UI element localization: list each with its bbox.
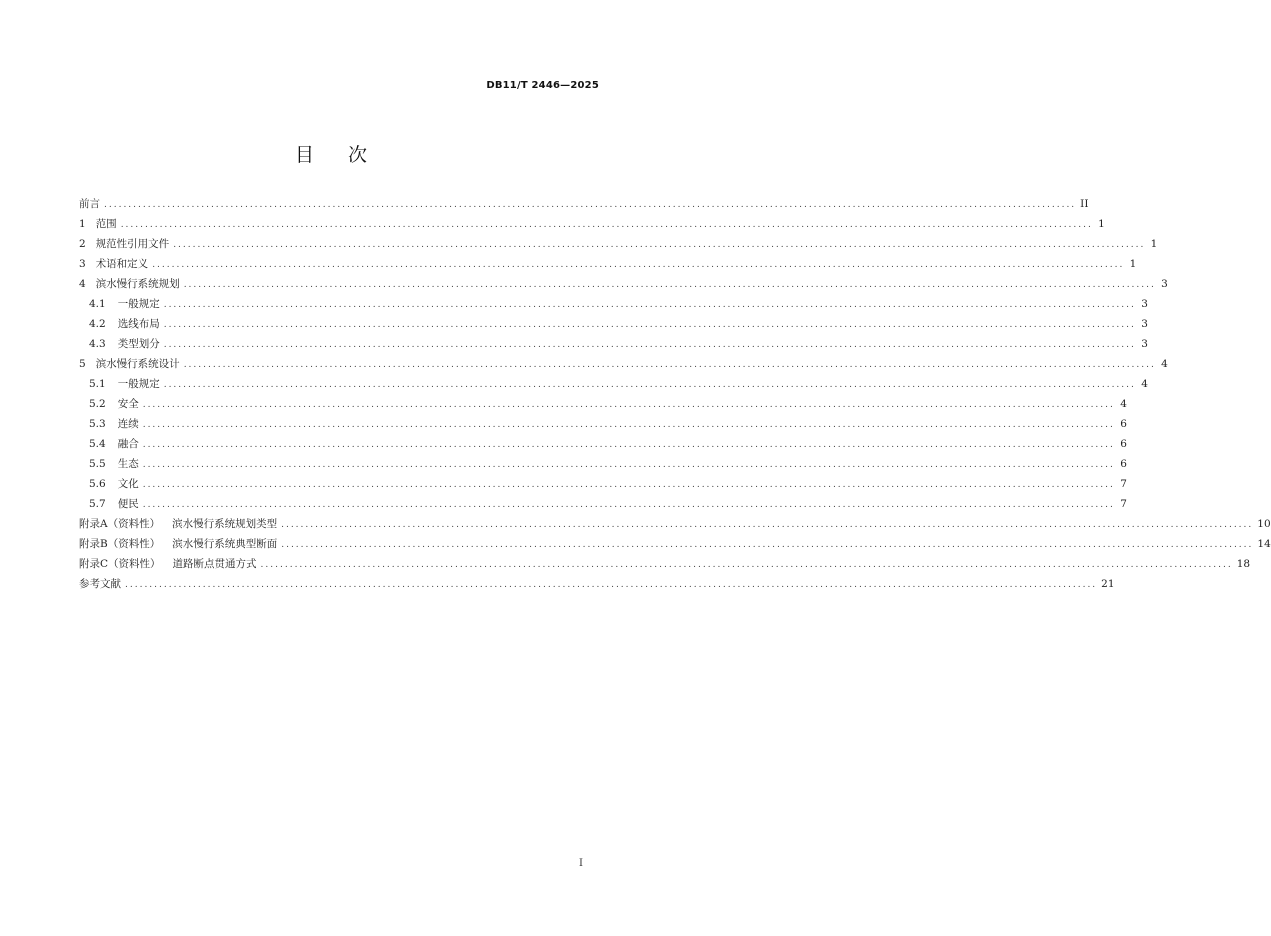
toc-entry-title: 生态 bbox=[117, 458, 139, 470]
toc-entry-title: 术语和定义 bbox=[95, 258, 149, 270]
toc-leader-dots: ........................................................................................................................................................................................................ bbox=[104, 200, 1077, 210]
page-number: I bbox=[579, 858, 583, 869]
toc-entry-label bbox=[89, 394, 139, 414]
toc-entry-title: 滨水慢行系统典型断面 bbox=[172, 538, 278, 550]
toc-entry-page: 7 bbox=[1120, 478, 1127, 490]
toc-entry-title: 类型划分 bbox=[117, 338, 160, 350]
toc-entry-number: 2 bbox=[79, 238, 86, 250]
toc-title bbox=[0, 140, 662, 167]
toc-entry-page: 6 bbox=[1120, 438, 1127, 450]
toc-entry-page: 1 bbox=[1150, 238, 1158, 250]
toc-entry-page: 4 bbox=[1141, 378, 1148, 390]
toc-entry-title: 文化 bbox=[117, 478, 139, 490]
toc-entry-number: 5.2 bbox=[89, 398, 106, 410]
toc-entry-number: 3 bbox=[79, 258, 86, 270]
toc-entry-number: 5.7 bbox=[89, 498, 106, 510]
toc-leader-dots: ........................................................................................................................................................................................................ bbox=[142, 460, 1115, 470]
toc-entry-label bbox=[89, 334, 160, 354]
toc-entry[interactable] bbox=[79, 574, 1115, 594]
toc-title-char-1: 目 bbox=[294, 144, 314, 166]
toc-entry-label bbox=[89, 434, 139, 454]
toc-entry-title: 道路断点贯通方式 bbox=[172, 558, 257, 570]
document-code: DB11/T 2446—2025 bbox=[486, 80, 599, 91]
toc-entry-label bbox=[79, 254, 148, 274]
toc-entry-title: 规范性引用文件 bbox=[95, 238, 170, 250]
toc-leader-dots: ........................................................................................................................................................................................................ bbox=[142, 440, 1115, 450]
toc-entry-label bbox=[89, 494, 139, 514]
toc-entry[interactable] bbox=[79, 354, 1168, 374]
toc-entry-page: 4 bbox=[1120, 398, 1127, 410]
toc-entry[interactable] bbox=[79, 194, 1089, 214]
toc-entry-number: 5.1 bbox=[89, 378, 106, 390]
toc-entry-label bbox=[89, 454, 139, 474]
toc-entry-page: 6 bbox=[1120, 418, 1127, 430]
toc-entry-page: II bbox=[1080, 198, 1089, 210]
toc-leader-dots: ........................................................................................................................................................................................................ bbox=[163, 320, 1136, 330]
toc-entry-page: 6 bbox=[1120, 458, 1127, 470]
toc-entry-page: 1 bbox=[1129, 258, 1137, 270]
toc-entry-page: 14 bbox=[1257, 538, 1271, 550]
table-of-contents bbox=[79, 194, 1271, 594]
toc-entry[interactable] bbox=[79, 534, 1271, 554]
toc-entry-label bbox=[89, 314, 160, 334]
toc-entry-label bbox=[79, 574, 121, 594]
toc-entry-number: 附录A（资料性） bbox=[79, 518, 161, 530]
toc-leader-dots: ........................................................................................................................................................................................................ bbox=[142, 420, 1115, 430]
toc-entry-label bbox=[89, 374, 160, 394]
toc-entry-label bbox=[79, 274, 180, 294]
toc-entry-label bbox=[79, 354, 180, 374]
toc-entry-title: 滨水慢行系统设计 bbox=[95, 358, 180, 370]
toc-entry[interactable] bbox=[79, 414, 1127, 434]
toc-entry-number: 4 bbox=[79, 278, 86, 290]
toc-entry[interactable] bbox=[79, 394, 1127, 414]
toc-leader-dots: ........................................................................................................................................................................................................ bbox=[142, 400, 1115, 410]
toc-leader-dots: ........................................................................................................................................................................................................ bbox=[260, 560, 1233, 570]
toc-entry-label bbox=[79, 234, 169, 254]
toc-entry-page: 3 bbox=[1161, 278, 1168, 290]
toc-entry-title: 滨水慢行系统规划 bbox=[95, 278, 180, 290]
toc-entry[interactable] bbox=[79, 514, 1271, 534]
toc-entry-title: 参考文献 bbox=[79, 578, 121, 590]
toc-entry-page: 18 bbox=[1236, 558, 1251, 570]
toc-entry[interactable] bbox=[79, 474, 1127, 494]
toc-entry-title: 一般规定 bbox=[117, 378, 160, 390]
toc-entry-title: 安全 bbox=[117, 398, 139, 410]
toc-leader-dots: ........................................................................................................................................................................................................ bbox=[173, 240, 1146, 250]
toc-entry-label bbox=[79, 554, 257, 574]
toc-entry-number: 4.3 bbox=[89, 338, 106, 350]
toc-entry-label bbox=[89, 414, 139, 434]
toc-entry-number: 5.5 bbox=[89, 458, 106, 470]
toc-entry-title: 选线布局 bbox=[117, 318, 160, 330]
toc-entry-title: 前言 bbox=[79, 198, 100, 210]
toc-leader-dots: ........................................................................................................................................................................................................ bbox=[125, 580, 1098, 590]
toc-entry[interactable] bbox=[79, 334, 1148, 354]
toc-entry-title: 便民 bbox=[117, 498, 139, 510]
toc-leader-dots: ........................................................................................................................................................................................................ bbox=[281, 520, 1254, 530]
toc-entry-title: 滨水慢行系统规划类型 bbox=[172, 518, 278, 530]
toc-entry[interactable] bbox=[79, 494, 1127, 514]
toc-entry[interactable] bbox=[79, 214, 1105, 234]
toc-entry-page: 1 bbox=[1098, 218, 1105, 230]
toc-entry[interactable] bbox=[79, 254, 1137, 274]
toc-entry-number: 1 bbox=[79, 218, 86, 230]
toc-entry[interactable] bbox=[79, 374, 1148, 394]
toc-title-char-2: 次 bbox=[348, 144, 368, 166]
toc-leader-dots: ........................................................................................................................................................................................................ bbox=[152, 260, 1125, 270]
toc-entry-number: 附录C（资料性） bbox=[79, 558, 161, 570]
toc-entry-page: 4 bbox=[1161, 358, 1168, 370]
toc-entry-number: 5.4 bbox=[89, 438, 106, 450]
toc-entry-page: 3 bbox=[1141, 318, 1148, 330]
toc-entry-page: 7 bbox=[1120, 498, 1127, 510]
toc-entry[interactable] bbox=[79, 234, 1158, 254]
toc-leader-dots: ........................................................................................................................................................................................................ bbox=[183, 360, 1156, 370]
toc-entry-label bbox=[79, 534, 277, 554]
toc-entry[interactable] bbox=[79, 554, 1251, 574]
toc-entry-title: 一般规定 bbox=[117, 298, 160, 310]
toc-entry-title: 范围 bbox=[95, 218, 117, 230]
toc-entry-number: 5.6 bbox=[89, 478, 106, 490]
toc-entry-title: 融合 bbox=[117, 438, 139, 450]
toc-entry-title: 连续 bbox=[117, 418, 139, 430]
toc-entry-page: 10 bbox=[1257, 518, 1271, 530]
toc-leader-dots: ........................................................................................................................................................................................................ bbox=[142, 500, 1115, 510]
toc-entry-number: 5.3 bbox=[89, 418, 106, 430]
toc-leader-dots: ........................................................................................................................................................................................................ bbox=[120, 220, 1093, 230]
toc-entry-number: 4.1 bbox=[89, 298, 106, 310]
toc-entry-number: 4.2 bbox=[89, 318, 106, 330]
toc-entry-label bbox=[79, 514, 277, 534]
toc-entry-number: 5 bbox=[79, 358, 86, 370]
toc-entry-page: 3 bbox=[1141, 298, 1148, 310]
toc-entry-page: 21 bbox=[1101, 578, 1115, 590]
toc-entry-label bbox=[79, 194, 100, 214]
toc-entry-number: 附录B（资料性） bbox=[79, 538, 161, 550]
toc-entry[interactable] bbox=[79, 274, 1168, 294]
toc-entry-label bbox=[79, 214, 117, 234]
toc-leader-dots: ........................................................................................................................................................................................................ bbox=[163, 340, 1136, 350]
toc-entry-label bbox=[89, 474, 139, 494]
toc-entry-label bbox=[89, 294, 160, 314]
toc-entry[interactable] bbox=[79, 434, 1127, 454]
toc-leader-dots: ........................................................................................................................................................................................................ bbox=[163, 380, 1136, 390]
toc-leader-dots: ........................................................................................................................................................................................................ bbox=[183, 280, 1156, 290]
toc-entry[interactable] bbox=[79, 294, 1148, 314]
toc-entry[interactable] bbox=[79, 454, 1127, 474]
toc-leader-dots: ........................................................................................................................................................................................................ bbox=[163, 300, 1136, 310]
toc-entry-page: 3 bbox=[1141, 338, 1148, 350]
toc-leader-dots: ........................................................................................................................................................................................................ bbox=[281, 540, 1254, 550]
toc-entry[interactable] bbox=[79, 314, 1148, 334]
toc-leader-dots: ........................................................................................................................................................................................................ bbox=[142, 480, 1115, 490]
